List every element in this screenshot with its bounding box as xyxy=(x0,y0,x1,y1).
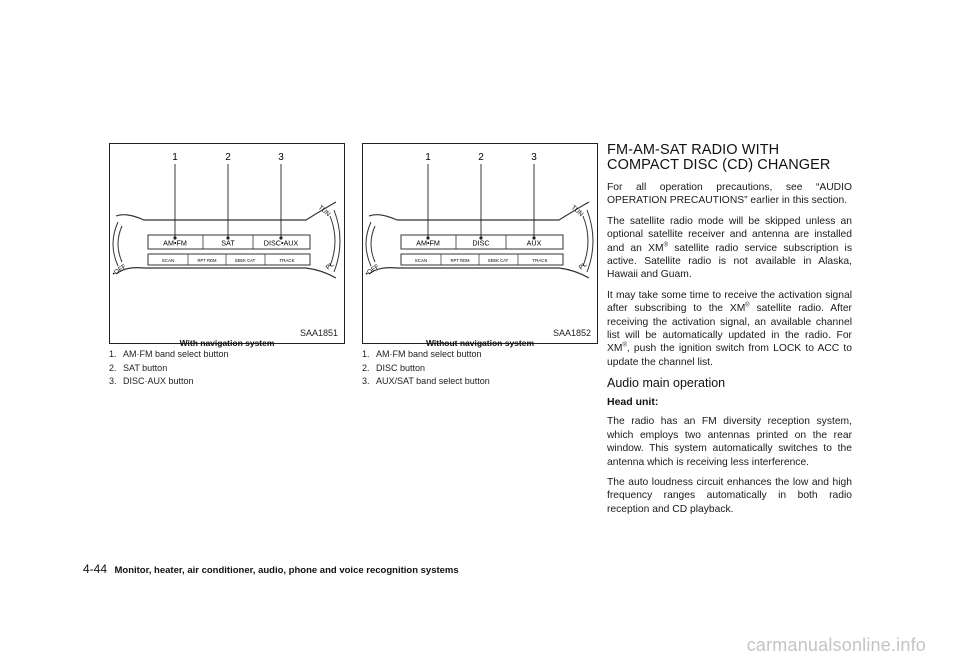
legend-number: 1. xyxy=(362,349,370,359)
track-button-label: TRACK xyxy=(532,258,548,263)
figure-caption: Without navigation system xyxy=(425,338,535,348)
paragraph-loudness: The auto loudness circuit enhances the low and high frequency ranges automatically in both radio reception and CD playback. xyxy=(607,476,852,515)
legend-text: DISC·AUX button xyxy=(123,376,194,386)
text-run: , push the ignition switch from LOCK to ACC to update the channel list. xyxy=(607,343,852,368)
figure-legend xyxy=(109,348,229,389)
registered-mark: ® xyxy=(745,302,750,309)
callout-1: 1 xyxy=(425,152,431,163)
legend-text: AUX/SAT band select button xyxy=(376,376,490,386)
registered-mark: ® xyxy=(622,343,627,350)
chapter-title: Monitor, heater, air conditioner, audio, phone and voice recognition systems xyxy=(114,565,459,576)
legend-text: AM·FM band select button xyxy=(376,349,482,359)
legend-number: 2. xyxy=(109,362,117,373)
figure-without-navigation xyxy=(362,143,598,344)
text-run: It may take some time to receive the activation signal after subscribing to the XM xyxy=(607,289,852,315)
legend-item xyxy=(362,362,490,376)
text-run: satellite radio. After receiving the activation signal, an available channel list will be automatically updated in the radio. For XM xyxy=(607,303,852,355)
label-head-unit: Head unit: xyxy=(607,396,659,409)
text-run: satellite radio service subscription is active. Satellite radio is not available in Alaska, Hawaii and Guam. xyxy=(607,242,852,281)
callout-2: 2 xyxy=(478,152,484,163)
callout-2: 2 xyxy=(225,152,231,163)
figure-caption: With navigation system xyxy=(179,338,275,348)
legend-item xyxy=(109,348,229,362)
sat-button-label: SAT xyxy=(221,238,235,248)
scan-button-label: SCAN xyxy=(161,258,175,263)
legend-text: AM·FM band select button xyxy=(123,349,229,359)
pl-label: PL xyxy=(577,261,589,272)
tun-label: TUN xyxy=(569,204,585,219)
aux-button-label: AUX xyxy=(526,238,542,248)
am-fm-button-label: AM•FM xyxy=(416,238,440,248)
figure-legend xyxy=(362,348,490,389)
watermark: carmanualsonline.info xyxy=(746,635,926,655)
paragraph-precautions: For all operation precautions, see “AUDIO OPERATION PRECAUTIONS” earlier in this section. xyxy=(607,182,852,207)
disc-aux-button-label: DISC•AUX xyxy=(263,238,299,248)
registered-mark: ® xyxy=(663,242,668,249)
track-button-label: TRACK xyxy=(279,258,295,263)
subheading-audio-main-operation: Audio main operation xyxy=(607,376,726,391)
disc-button-label: DISC xyxy=(472,238,490,248)
legend-number: 3. xyxy=(109,376,117,386)
legend-number: 1. xyxy=(109,349,117,359)
section-title: FM-AM-SAT RADIO WITH COMPACT DISC (CD) CHANGER xyxy=(607,142,831,173)
text-run: The satellite radio mode will be skipped unless an optional satellite receiver and antenna are installed and an XM xyxy=(607,215,852,254)
seek-cat-button-label: SEEK CAT xyxy=(487,258,509,263)
figure-code: SAA1852 xyxy=(552,328,591,338)
pl-label: PL xyxy=(324,261,336,272)
tun-label: TUN xyxy=(316,204,332,219)
off-label: •OFF xyxy=(111,263,128,278)
legend-item xyxy=(109,362,229,376)
paragraph-satellite-mode xyxy=(607,215,852,282)
page-number: 4-44 xyxy=(83,562,108,576)
rpt-rdm-button-label: RPT RDM xyxy=(197,258,217,263)
figure-with-navigation xyxy=(109,143,345,344)
legend-item xyxy=(362,375,490,389)
paragraph-activation xyxy=(607,289,852,369)
am-fm-button-label: AM•FM xyxy=(163,238,187,248)
legend-number: 2. xyxy=(362,362,370,373)
radio-panel-illustration xyxy=(110,144,344,343)
scan-button-label: SCAN xyxy=(414,258,428,263)
paragraph-diversity: The radio has an FM diversity reception system, which employs two antennas printed on the rear window. This system automatically switches to the antenna which is receiving less interference. xyxy=(607,416,852,468)
radio-panel-illustration xyxy=(363,144,597,343)
callout-3: 3 xyxy=(531,152,537,163)
callout-3: 3 xyxy=(278,152,284,163)
legend-number: 3. xyxy=(362,376,370,386)
callout-1: 1 xyxy=(172,152,178,163)
text-column xyxy=(607,143,852,523)
figure-code: SAA1851 xyxy=(299,328,338,338)
legend-text: SAT button xyxy=(123,362,168,373)
page-footer xyxy=(83,560,459,578)
seek-cat-button-label: SEEK CAT xyxy=(234,258,256,263)
rpt-rdm-button-label: RPT RDM xyxy=(450,258,470,263)
legend-item xyxy=(362,348,490,362)
legend-item xyxy=(109,375,229,389)
off-label: •OFF xyxy=(364,263,381,278)
legend-text: DISC button xyxy=(376,362,426,373)
